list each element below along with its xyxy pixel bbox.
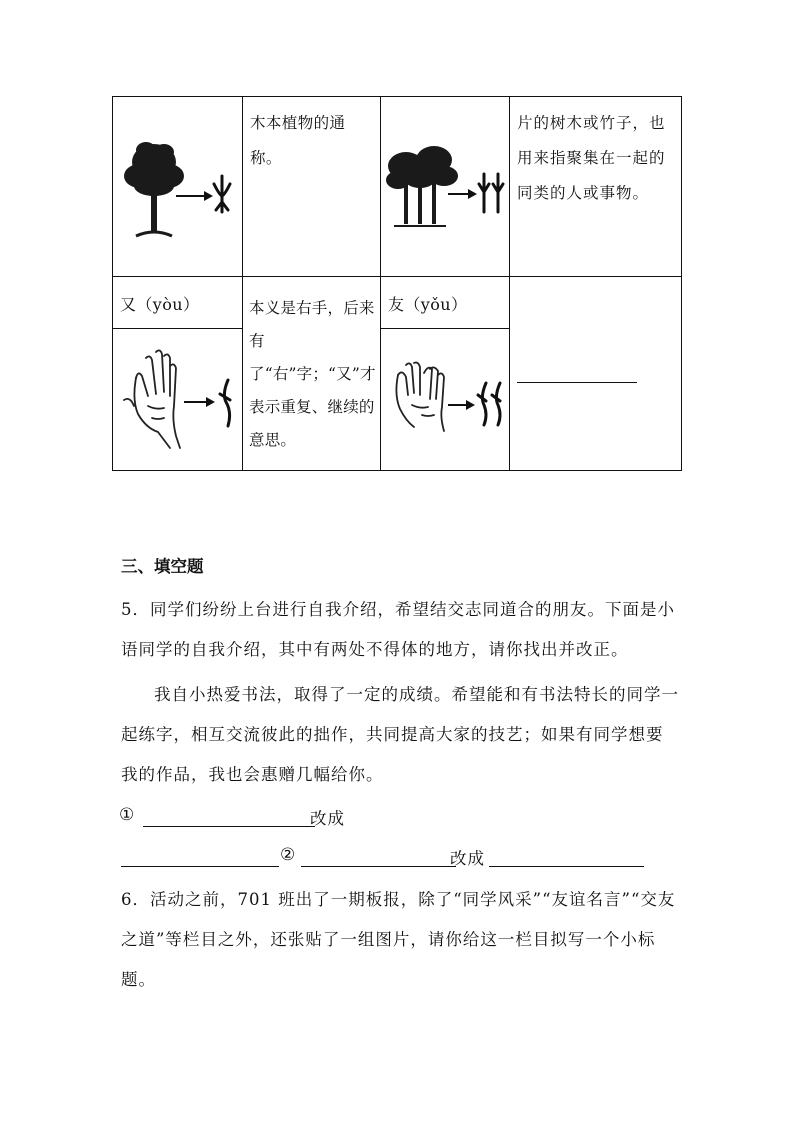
answer-1-blank[interactable]: [143, 826, 315, 827]
answer-2-correction-blank[interactable]: [489, 866, 644, 867]
you-meaning-cell: 本义是右手，后来有了“右”字；“又”才表示重复、继续的意思。: [249, 299, 376, 449]
answer-1-change-label: 改成: [310, 809, 345, 828]
question-5-passage: 我自小热爱书法，取得了一定的成绩。希望能和有书法特长的同学一起练字，相互交流彼此的拙作，共同提高大家的技艺；如果有同学想要我的作品，我也会惠赠几幅给你。: [121, 685, 679, 784]
friend-meaning-answer[interactable]: [517, 362, 637, 383]
hand-to-you-illustration: [118, 340, 238, 460]
lin-meaning-cell: 片的树木或竹子，也用来指聚集在一起的同类的人或事物。: [517, 114, 666, 202]
answer-2-change-label: 改成: [450, 849, 485, 868]
trees-to-lin-illustration: [384, 144, 508, 244]
friend-char-label: 友（yǒu）: [388, 295, 468, 314]
section-heading: 三、填空题: [121, 557, 204, 576]
tree-to-mu-illustration: [118, 136, 238, 246]
you-char-label: 又（yòu）: [120, 295, 200, 314]
answer-1-correction-blank[interactable]: [121, 866, 279, 867]
question-6-prompt: 6．活动之前，701 班出了一期板报，除了“同学风采”“友谊名言”“交友之道”等栏目之外，还张贴了一组图片，请你给这一栏目拟写一个小标题。: [121, 890, 676, 989]
question-5-prompt: 5．同学们纷纷上台进行自我介绍，希望结交志同道合的朋友。下面是小语同学的自我介绍，其中有两处不得体的地方，请你找出并改正。: [121, 600, 675, 659]
answer-1-marker: ①: [119, 805, 136, 825]
mu-meaning-cell: 木本植物的通称。: [250, 114, 346, 167]
hands-to-friend-illustration: [384, 355, 508, 445]
answer-2-blank[interactable]: [301, 866, 456, 867]
answer-2-marker: ②: [280, 845, 297, 865]
